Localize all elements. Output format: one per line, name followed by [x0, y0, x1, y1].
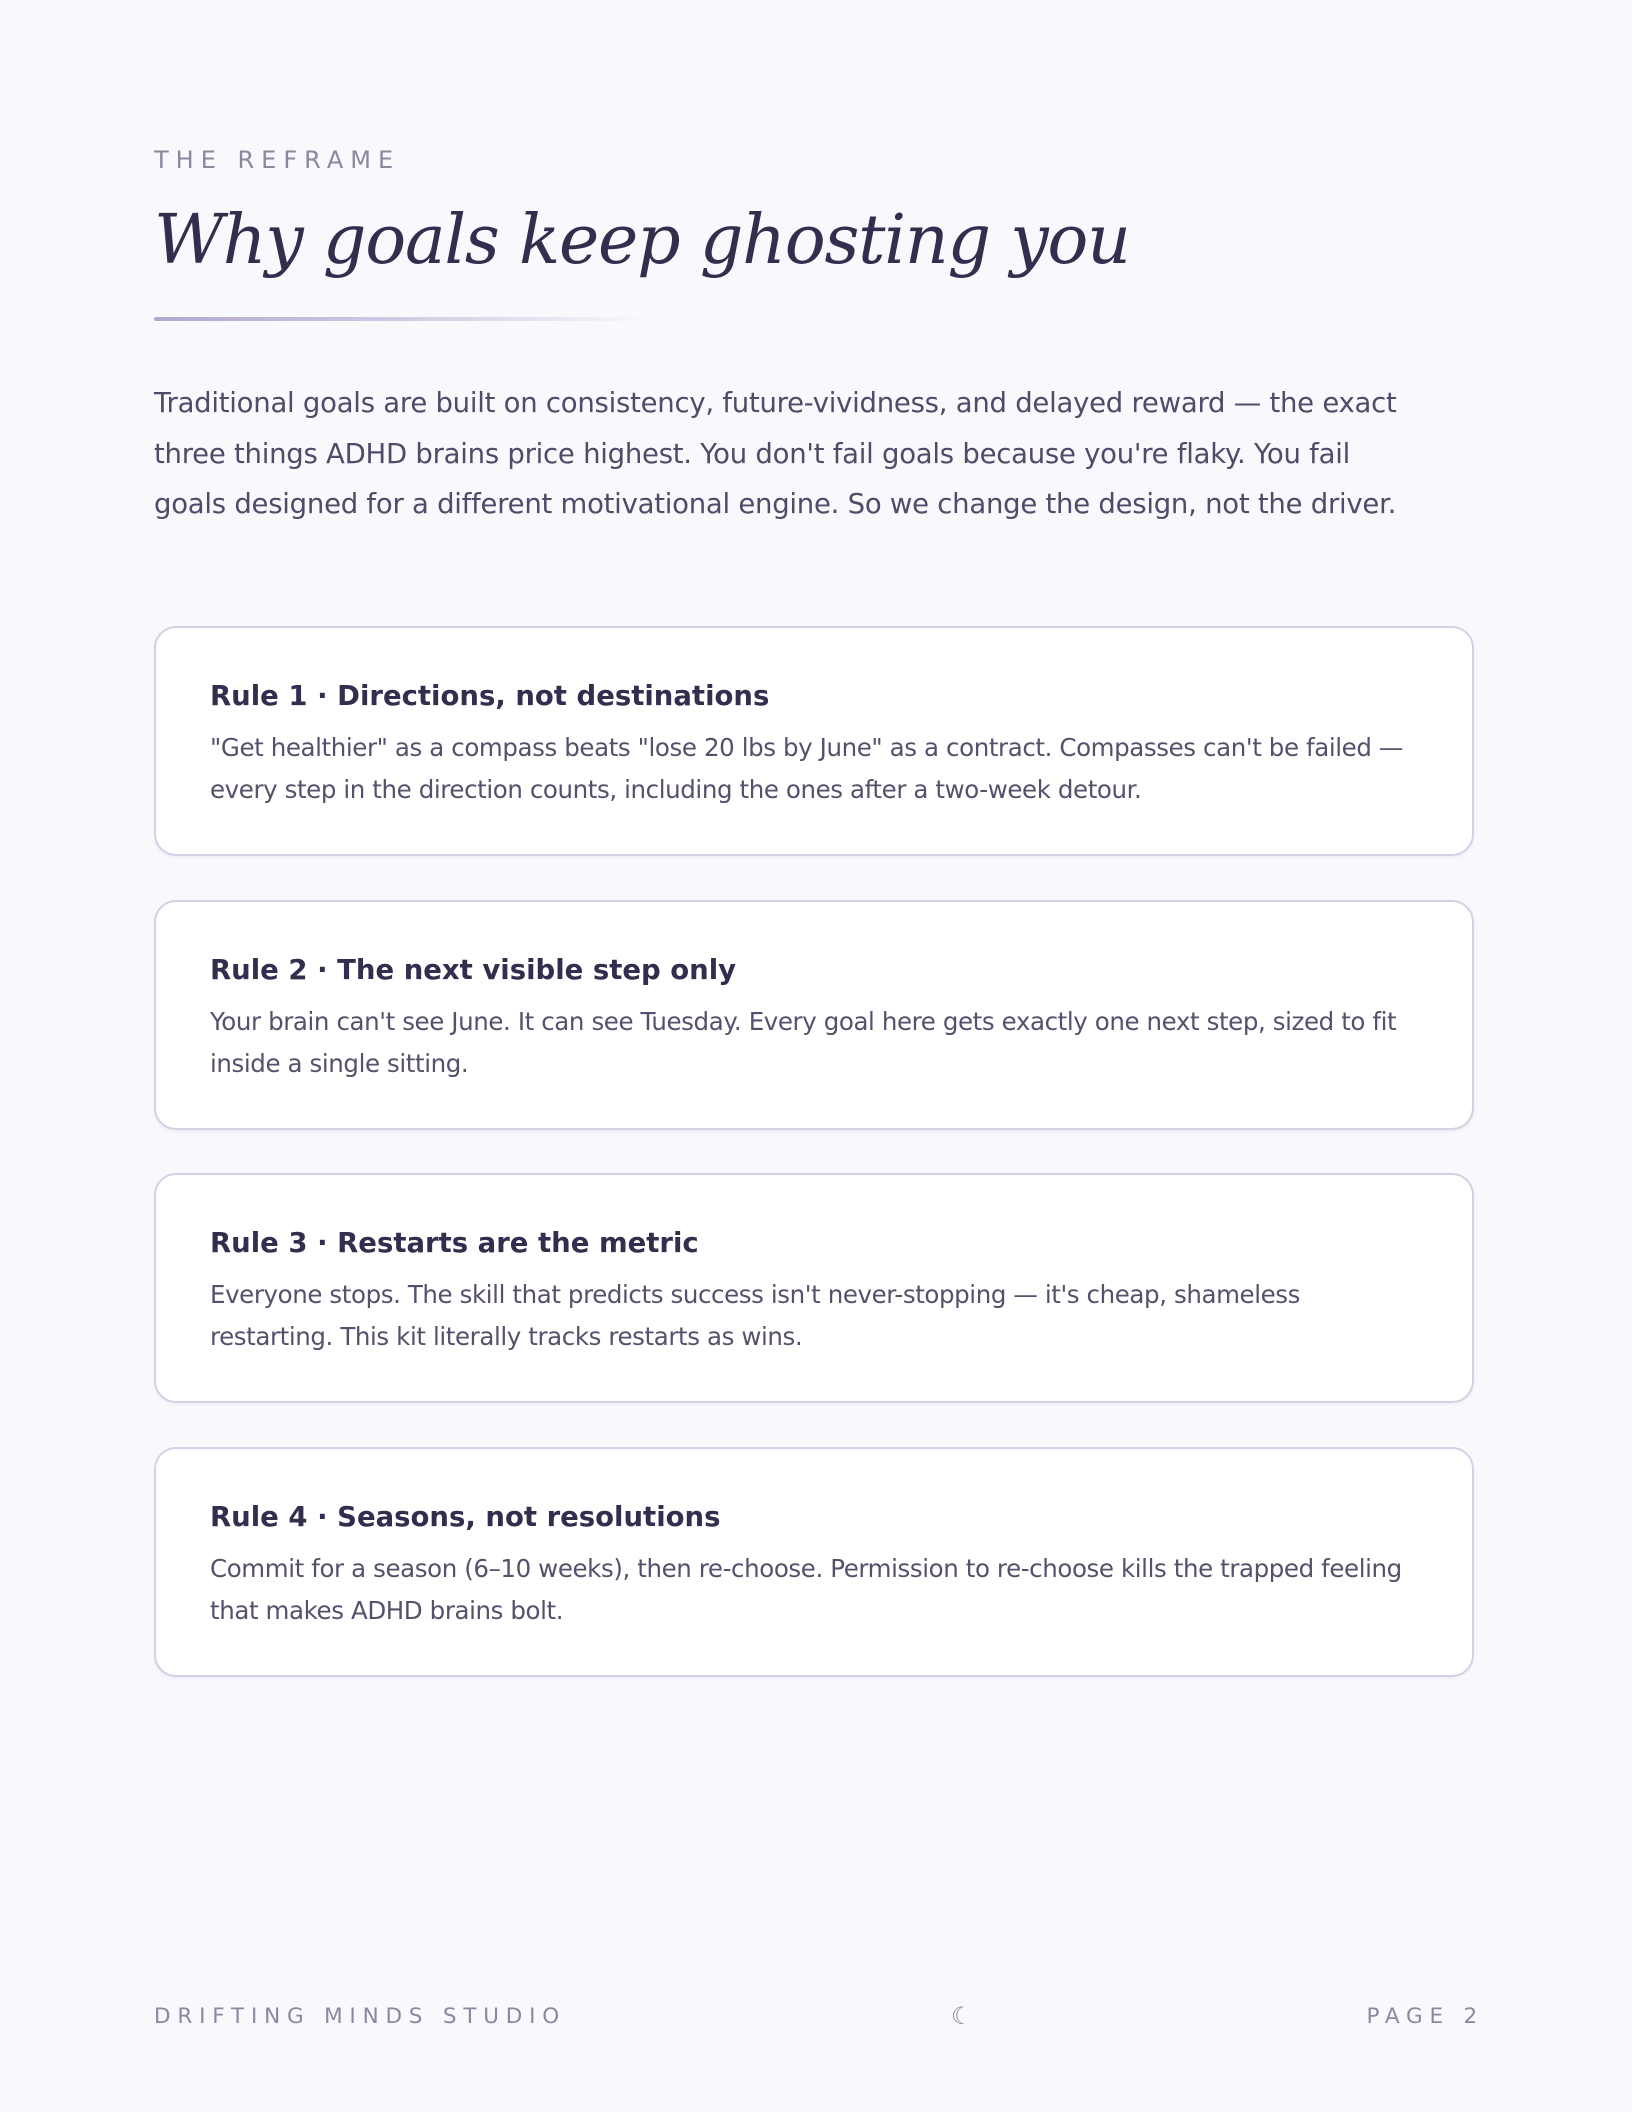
rule-card-body: "Get healthier" as a compass beats "lose 20 lbs by June" as a contract. Compasses can't be failed — every step in the direction counts, including the ones after a two-week detour.	[210, 733, 1403, 804]
page-number: PAGE 2	[1366, 2004, 1484, 2029]
footer-brand: DRIFTING MINDS STUDIO	[154, 2004, 567, 2029]
rule-card-body: Commit for a season (6–10 weeks), then re-choose. Permission to re-choose kills the trapped feeling that makes ADHD brains bolt.	[210, 1554, 1402, 1625]
rule-card-3	[154, 1173, 1474, 1403]
page	[154, 0, 1484, 2112]
section-eyebrow: THE REFRAME	[154, 146, 401, 174]
rule-card-body: Your brain can't see June. It can see Tuesday. Every goal here gets exactly one next step, sized to fit inside a single sitting.	[210, 1007, 1397, 1078]
page-title: Why goals keep ghosting you	[154, 201, 1130, 280]
rule-card-title: Rule 4 · Seasons, not resolutions	[210, 1501, 721, 1533]
title-underline	[154, 317, 654, 321]
rule-card-2	[154, 900, 1474, 1130]
rule-card-title: Rule 2 · The next visible step only	[210, 954, 737, 986]
rule-card-body: Everyone stops. The skill that predicts success isn't never-stopping — it's cheap, shameless restarting. This kit literally tracks restarts as wins.	[210, 1280, 1301, 1351]
rule-card-title: Rule 1 · Directions, not destinations	[210, 680, 770, 712]
crescent-moon-icon: ☾	[951, 2002, 973, 2030]
rule-card-4	[154, 1447, 1474, 1677]
rule-card-1	[154, 626, 1474, 856]
rule-card-title: Rule 3 · Restarts are the metric	[210, 1227, 699, 1259]
intro-paragraph: Traditional goals are built on consistency, future-vividness, and delayed reward — the exact three things ADHD brains price highest. You don't fail goals because you're flaky. You fail goals designed for a different motivational engine. So we change the design, not the driver.	[154, 387, 1397, 520]
page-footer	[154, 2002, 1484, 2038]
